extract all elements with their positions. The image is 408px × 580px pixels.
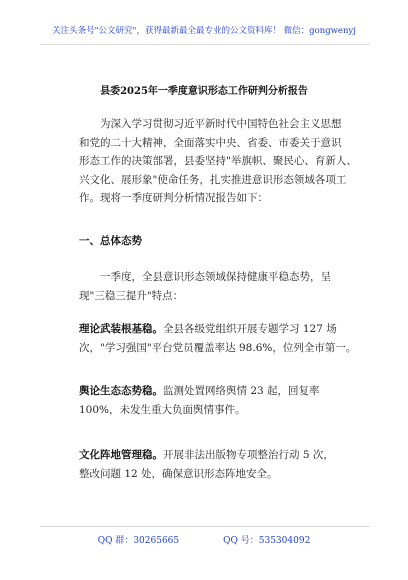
header-divider — [40, 44, 370, 45]
item-opinion-lead: 舆论生态态势稳。 — [79, 385, 163, 397]
item-culture-lead: 文化阵地管理稳。 — [79, 449, 163, 461]
item-culture-paragraph — [79, 446, 369, 483]
item-culture-text: 开展非法出版物专项整治行动 5 次， — [163, 449, 334, 461]
footer-qq-number: QQ 号：535304092 — [223, 536, 311, 546]
item-theory-text: 次，"学习强国"平台党员覆盖率达 98.6%，位列全市第一。 — [79, 341, 357, 354]
intro-line: 作。现将一季度研判分析情况报告如下： — [79, 192, 268, 204]
intro-line: 为深入学习贯彻习近平新时代中国特色社会主义思想 — [100, 118, 342, 130]
intro-line: 兴文化、展形象"使命任务，扎实推进意识形态领域各项工 — [79, 173, 347, 186]
item-theory-lead: 理论武装根基稳。 — [79, 323, 163, 335]
item-theory-text: 全县各级党组织开展专题学习 127 场 — [163, 323, 337, 335]
item-culture-text: 整改问题 12 处，确保意识形态阵地安全。 — [79, 467, 278, 480]
footer-divider — [40, 526, 370, 527]
footer-contact — [0, 533, 408, 546]
item-opinion-text: 监测处置网络舆情 23 起，回复率 — [163, 385, 320, 397]
header-banner: 关注头条号"公文研究"，获得最新最全最专业的公文资料库！ 微信：gongwenyj — [52, 26, 356, 36]
overview-line: 现"三稳三提升"特点： — [79, 289, 184, 302]
intro-line: 和党的二十大精神，全面落实中央、省委、市委关于意识 — [79, 136, 342, 149]
item-opinion-paragraph — [79, 382, 369, 419]
footer-qq-group: QQ 群：30265665 — [97, 536, 180, 546]
overview-paragraph — [79, 268, 369, 305]
item-opinion-text: 100%，未发生重大负面舆情事件。 — [79, 403, 246, 416]
document-title: 县委2025年一季度意识形态工作研判分析报告 — [100, 86, 308, 97]
section-heading-overall: 一、总体态势 — [79, 235, 142, 247]
item-theory-paragraph — [79, 320, 369, 357]
intro-paragraph — [79, 115, 369, 208]
intro-line: 形态工作的决策部署，县委坚持"举旗帜、聚民心、育新人、 — [79, 155, 357, 167]
overview-line: 一季度，全县意识形态领域保持健康平稳态势，呈 — [100, 271, 331, 283]
